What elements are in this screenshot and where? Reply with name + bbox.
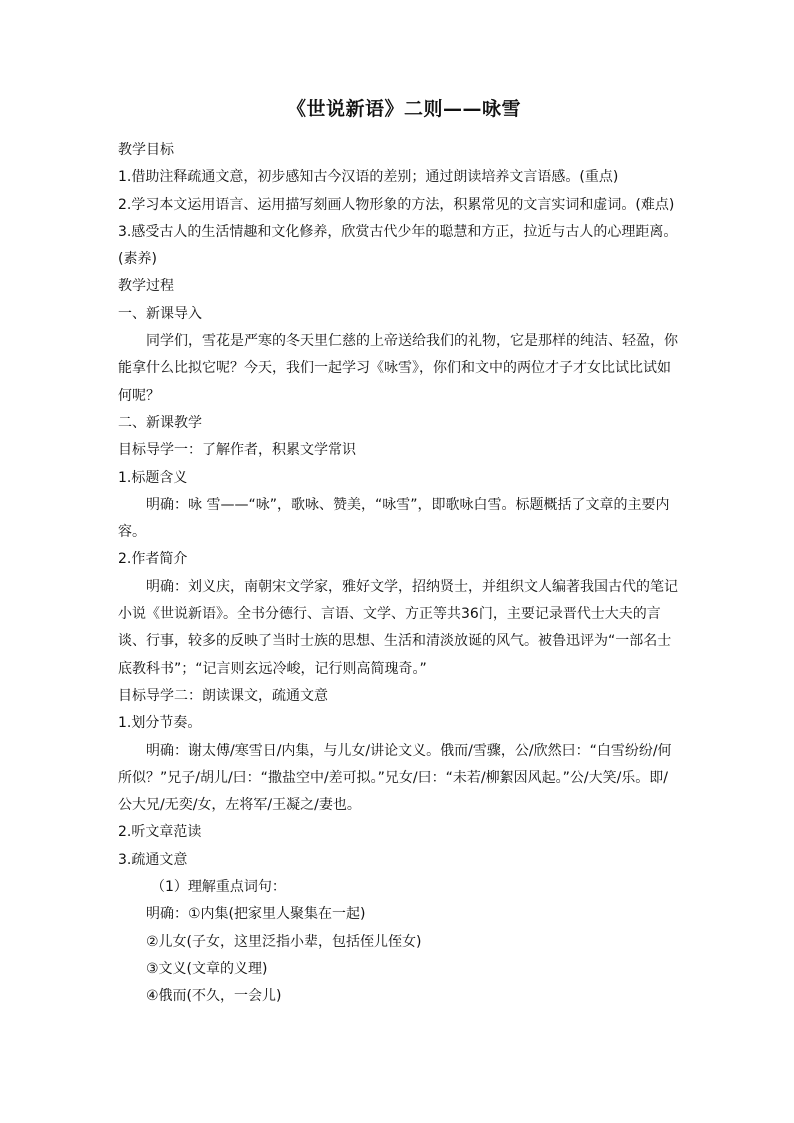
goal2-heading: 目标导学二：朗读课文，疏通文意 [118,687,328,704]
goal1-item2-text: 明确：刘义庆，南朝宋文学家，雅好文学，招纳贤士，并组织文人编著我国古代的笔记小说《世说新语》。全书分德行、言语、文学、方正等共36门，主要记录晋代士大夫的言谈、行事，较多的反映了当时士族的思想、生活和清淡放诞的风气。被鲁迅评为“一部名士底教科书”；“记言则玄远冷峻，记行则高简瑰奇。” [118,578,678,677]
goal1-item1-text: 明确：咏 雪——“咏”，歌咏、赞美，“咏雪”，即歌咏白雪。标题概括了文章的主要内容。 [118,496,670,541]
goal1-item2-heading: 2.作者简介 [118,551,188,568]
goal2-item3-heading: 3.疏通文意 [118,851,188,868]
note-item-1: 明确：①内集(把家里人聚集在一起) [146,906,366,923]
goal2-item2-heading: 2.听文章范读 [118,824,202,841]
note-item-3: ③文义(文章的义理) [146,960,268,977]
process-heading: 教学过程 [118,278,174,295]
objective-item-1: 1.借助注释疏通文意，初步感知古今汉语的差别；通过朗读培养文言语感。(重点) [118,169,619,186]
objectives-heading: 教学目标 [118,142,174,158]
intro-paragraph: 同学们，雪花是严寒的冬天里仁慈的上帝送给我们的礼物，它是那样的纯洁、轻盈，你能拿什么比拟它呢？今天，我们一起学习《咏雪》，你们和文中的两位才子才女比试比试如何呢？ [118,333,678,404]
part1-heading: 一、新课导入 [118,305,202,322]
note-item-4: ④俄而(不久，一会儿) [146,988,282,1005]
document-page [118,95,678,1011]
goal1-heading: 目标导学一：了解作者，积累文学常识 [118,442,356,459]
document-title: 《世说新语》二则——咏雪 [286,98,521,120]
goal2-sub-heading: （1）理解重点词句： [151,879,286,896]
goal2-item1-heading: 1.划分节奏。 [118,715,202,732]
part2-heading: 二、新课教学 [118,414,202,431]
objective-item-2: 2.学习本文运用语言、运用描写刻画人物形象的方法，积累常见的文言实词和虚词。(难点) [118,196,675,213]
goal1-item1-heading: 1.标题含义 [118,469,188,486]
objective-item-3: 3.感受古人的生活情趣和文化修养，欣赏古代少年的聪慧和方正，拉近与古人的心理距离。(素养) [118,223,678,268]
goal2-item1-text: 明确：谢太傅/寒雪日/内集，与儿女/讲论文义。俄而/雪骤，公/欣然曰：“白雪纷纷/何所似？”兄子/胡儿/曰：“撒盐空中/差可拟。”兄女/曰：“未若/柳絮因风起。”公/大笑/乐。即/公大兄/无奕/女，左将军/王凝之/妻也。 [118,742,672,814]
note-item-2: ②儿女(子女，这里泛指小辈，包括侄儿侄女) [146,933,422,950]
